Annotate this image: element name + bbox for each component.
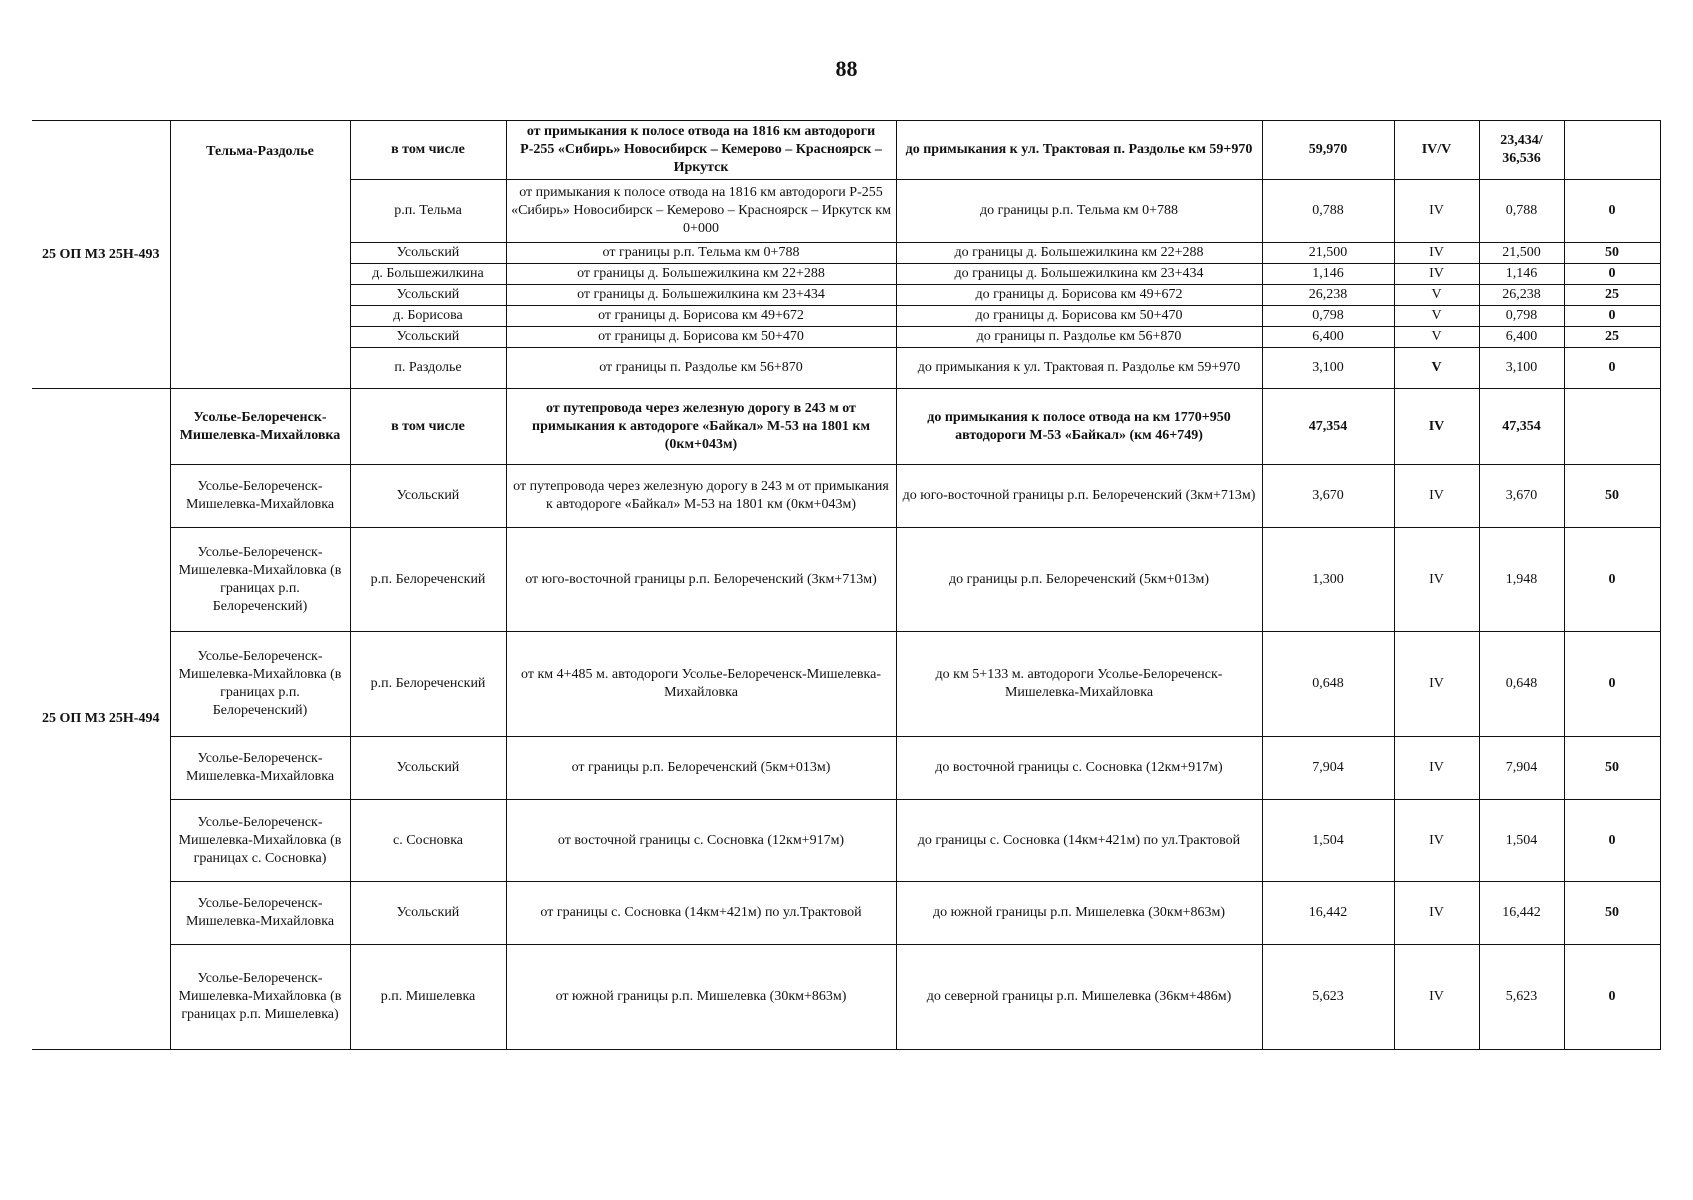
territory-cell: Усольский [350, 327, 506, 348]
speed-cell [1564, 121, 1660, 180]
road-id-cell: 25 ОП МЗ 25Н-493 [32, 121, 170, 389]
speed-cell: 0 [1564, 528, 1660, 632]
territory-cell: р.п. Тельма [350, 180, 506, 243]
category-cell: IV [1394, 243, 1479, 264]
territory-cell: д. Борисова [350, 306, 506, 327]
territory-cell: Усольский [350, 243, 506, 264]
length-cell: 3,100 [1262, 348, 1394, 389]
category-cell: IV [1394, 945, 1479, 1050]
speed-cell: 50 [1564, 465, 1660, 528]
speed-cell: 50 [1564, 243, 1660, 264]
from-cell: от границы р.п. Белореченский (5км+013м) [506, 737, 896, 800]
from-cell: от границы с. Сосновка (14км+421м) по ул.Трактовой [506, 882, 896, 945]
length2-cell: 26,238 [1479, 285, 1564, 306]
table-row [32, 800, 1660, 882]
speed-cell: 0 [1564, 800, 1660, 882]
from-cell: от путепровода через железную дорогу в 243 м от примыкания к автодороге «Байкал» М-53 на 1801 км (0км+043м) [506, 389, 896, 465]
length2-cell: 3,670 [1479, 465, 1564, 528]
speed-cell: 50 [1564, 737, 1660, 800]
category-cell: V [1394, 348, 1479, 389]
category-cell: IV/V [1394, 121, 1479, 180]
speed-cell: 50 [1564, 882, 1660, 945]
page-number: 88 [835, 56, 858, 81]
speed-cell: 0 [1564, 348, 1660, 389]
length2-cell: 0,788 [1479, 180, 1564, 243]
table-row [32, 945, 1660, 1050]
from-cell: от границы д. Борисова км 49+672 [506, 306, 896, 327]
to-cell: до км 5+133 м. автодороги Усолье-Белореченск-Мишелевка-Михайловка [896, 632, 1262, 737]
from-cell: от границы р.п. Тельма км 0+788 [506, 243, 896, 264]
length-cell: 3,670 [1262, 465, 1394, 528]
to-cell: до примыкания к ул. Трактовая п. Раздолье км 59+970 [896, 121, 1262, 180]
to-cell: до примыкания к ул. Трактовая п. Раздолье км 59+970 [896, 348, 1262, 389]
speed-cell: 0 [1564, 945, 1660, 1050]
length2-cell: 7,904 [1479, 737, 1564, 800]
from-cell: от км 4+485 м. автодороги Усолье-Белореченск-Мишелевка-Михайловка [506, 632, 896, 737]
length2-cell: 16,442 [1479, 882, 1564, 945]
length-cell: 0,648 [1262, 632, 1394, 737]
territory-cell: р.п. Мишелевка [350, 945, 506, 1050]
table-row [32, 121, 1660, 180]
road-name-cell: Усолье-Белореченск-Мишелевка-Михайловка (в границах р.п. Мишелевка) [170, 945, 350, 1050]
territory-cell: в том числе [350, 121, 506, 180]
table-row [32, 632, 1660, 737]
length-cell: 1,146 [1262, 264, 1394, 285]
length2-cell: 0,648 [1479, 632, 1564, 737]
roads-table [32, 120, 1661, 1050]
length2-cell: 47,354 [1479, 389, 1564, 465]
table-row [32, 882, 1660, 945]
length-cell: 1,504 [1262, 800, 1394, 882]
from-cell: от восточной границы с. Сосновка (12км+917м) [506, 800, 896, 882]
territory-cell: Усольский [350, 285, 506, 306]
to-cell: до границы р.п. Белореченский (5км+013м) [896, 528, 1262, 632]
length2-cell: 1,948 [1479, 528, 1564, 632]
length2-cell: 23,434/ 36,536 [1479, 121, 1564, 180]
length2-cell: 1,504 [1479, 800, 1564, 882]
length-cell: 0,798 [1262, 306, 1394, 327]
length2-cell: 21,500 [1479, 243, 1564, 264]
from-cell: от границы п. Раздолье км 56+870 [506, 348, 896, 389]
category-cell: IV [1394, 264, 1479, 285]
table-row [32, 737, 1660, 800]
road-name-cell: Усолье-Белореченск-Мишелевка-Михайловка (в границах с. Сосновка) [170, 800, 350, 882]
road-name-cell: Тельма-Раздолье [170, 121, 350, 389]
territory-cell: п. Раздолье [350, 348, 506, 389]
length-cell: 6,400 [1262, 327, 1394, 348]
length-cell: 0,788 [1262, 180, 1394, 243]
speed-cell [1564, 389, 1660, 465]
speed-cell: 0 [1564, 632, 1660, 737]
table-row [32, 465, 1660, 528]
speed-cell: 25 [1564, 327, 1660, 348]
category-cell: IV [1394, 632, 1479, 737]
to-cell: до границы р.п. Тельма км 0+788 [896, 180, 1262, 243]
to-cell: до границы с. Сосновка (14км+421м) по ул.Трактовой [896, 800, 1262, 882]
length2-cell: 0,798 [1479, 306, 1564, 327]
to-cell: до южной границы р.п. Мишелевка (30км+863м) [896, 882, 1262, 945]
road-id-cell: 25 ОП МЗ 25Н-494 [32, 389, 170, 1050]
category-cell: IV [1394, 800, 1479, 882]
from-cell: от примыкания к полосе отвода на 1816 км автодороги Р-255 «Сибирь» Новосибирск – Кемерово – Красноярск – Иркутск [506, 121, 896, 180]
table-row [32, 528, 1660, 632]
length-cell: 1,300 [1262, 528, 1394, 632]
to-cell: до границы д. Большежилкина км 23+434 [896, 264, 1262, 285]
category-cell: V [1394, 285, 1479, 306]
to-cell: до примыкания к полосе отвода на км 1770+950 автодороги М-53 «Байкал» (км 46+749) [896, 389, 1262, 465]
from-cell: от границы д. Большежилкина км 22+288 [506, 264, 896, 285]
length2-cell: 6,400 [1479, 327, 1564, 348]
from-cell: от границы д. Борисова км 50+470 [506, 327, 896, 348]
category-cell: V [1394, 327, 1479, 348]
table-row [32, 389, 1660, 465]
length2-cell: 3,100 [1479, 348, 1564, 389]
speed-cell: 25 [1564, 285, 1660, 306]
category-cell: IV [1394, 528, 1479, 632]
road-name-cell: Усолье-Белореченск-Мишелевка-Михайловка [170, 882, 350, 945]
road-name-cell: Усолье-Белореченск-Мишелевка-Михайловка [170, 737, 350, 800]
speed-cell: 0 [1564, 180, 1660, 243]
category-cell: IV [1394, 389, 1479, 465]
territory-cell: д. Большежилкина [350, 264, 506, 285]
length-cell: 21,500 [1262, 243, 1394, 264]
length-cell: 26,238 [1262, 285, 1394, 306]
territory-cell: р.п. Белореченский [350, 528, 506, 632]
to-cell: до юго-восточной границы р.п. Белореченский (3км+713м) [896, 465, 1262, 528]
length-cell: 59,970 [1262, 121, 1394, 180]
length-cell: 7,904 [1262, 737, 1394, 800]
to-cell: до границы д. Борисова км 49+672 [896, 285, 1262, 306]
to-cell: до границы д. Борисова км 50+470 [896, 306, 1262, 327]
territory-cell: Усольский [350, 465, 506, 528]
to-cell: до северной границы р.п. Мишелевка (36км+486м) [896, 945, 1262, 1050]
to-cell: до восточной границы с. Сосновка (12км+917м) [896, 737, 1262, 800]
territory-cell: Усольский [350, 882, 506, 945]
territory-cell: р.п. Белореченский [350, 632, 506, 737]
length2-cell: 1,146 [1479, 264, 1564, 285]
territory-cell: в том числе [350, 389, 506, 465]
road-name-cell: Усолье-Белореченск-Мишелевка-Михайловка (в границах р.п. Белореченский) [170, 632, 350, 737]
category-cell: IV [1394, 737, 1479, 800]
speed-cell: 0 [1564, 264, 1660, 285]
road-name-cell: Усолье-Белореченск-Мишелевка-Михайловка [170, 465, 350, 528]
territory-cell: Усольский [350, 737, 506, 800]
length-cell: 16,442 [1262, 882, 1394, 945]
length-cell: 5,623 [1262, 945, 1394, 1050]
category-cell: V [1394, 306, 1479, 327]
length2-cell: 5,623 [1479, 945, 1564, 1050]
length-cell: 47,354 [1262, 389, 1394, 465]
category-cell: IV [1394, 882, 1479, 945]
from-cell: от границы д. Большежилкина км 23+434 [506, 285, 896, 306]
road-name-cell: Усолье-Белореченск-Мишелевка-Михайловка [170, 389, 350, 465]
from-cell: от путепровода через железную дорогу в 243 м от примыкания к автодороге «Байкал» М-53 на 1801 км (0км+043м) [506, 465, 896, 528]
from-cell: от примыкания к полосе отвода на 1816 км автодороги Р-255 «Сибирь» Новосибирск – Кемерово – Красноярск – Иркутск км 0+000 [506, 180, 896, 243]
to-cell: до границы д. Большежилкина км 22+288 [896, 243, 1262, 264]
category-cell: IV [1394, 465, 1479, 528]
territory-cell: с. Сосновка [350, 800, 506, 882]
category-cell: IV [1394, 180, 1479, 243]
from-cell: от южной границы р.п. Мишелевка (30км+863м) [506, 945, 896, 1050]
from-cell: от юго-восточной границы р.п. Белореченский (3км+713м) [506, 528, 896, 632]
to-cell: до границы п. Раздолье км 56+870 [896, 327, 1262, 348]
road-name-cell: Усолье-Белореченск-Мишелевка-Михайловка (в границах р.п. Белореченский) [170, 528, 350, 632]
speed-cell: 0 [1564, 306, 1660, 327]
